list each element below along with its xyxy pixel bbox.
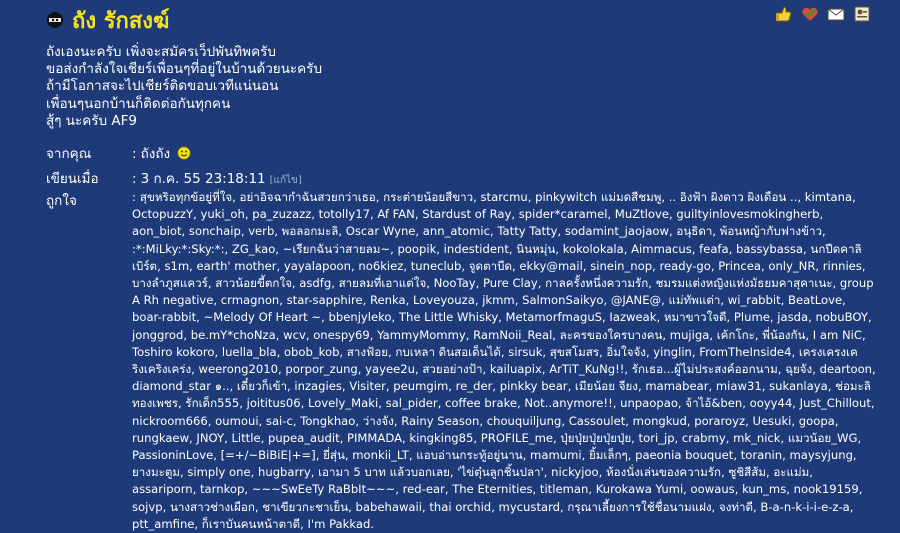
written-row: เขียนเมื่อ : 3 ก.ค. 55 23:18:11 [แก้ไข] (46, 167, 876, 189)
post-timestamp: 3 ก.ค. 55 23:18:11 (140, 171, 266, 187)
heart-check-icon[interactable] (800, 4, 820, 24)
likers-list: สุขหริอทุกข้อยู่ที่ใจ, อย่าอิจฉากำฉันสวยกว่าเธอ, กระต่ายน้อยสีขาว, starcmu, pinkywitch แม่มดสีชมพู, .. อิงฟ้า ผิงดาว ผิงเดือน .., kimtana, OctopuzzY, yuki_oh, pa_zuzazz, totolly17, Af FAN, Stardust of Ray, spider*caramel, MuZtlove, guiltyinlovesmokingherb, aon_biot, sonchaip, verb, พอลอกมะลิ, Oscar Wyne, ann_atomic, Tatty Tatty, sodamint_jaojaow, อนุธิดา, พ้อนหญ้ากับฟางข้าว, :*:MiLky:*:Sky:*:, ZG_kao, ~เรียกฉันว่าสายลม~, poopik, indestident, นินหมุ่น, kokolokala, Aimmacus, feafa, bassybassa, นกปีดคาลิเบิร์ต, s1m, earth' mother, yayalapoon, no6kiez, tuneclub, จูดตาบีด, ekky@mail, sinein_nop, ready-go, Princea, only_NR, rinnies, บางลำภูสแควร์, สาวน้อยขี้ตกใจ, asdfg, สายลมที่เอาแต่ใจ, NooTay, Pure Clay, กาลครั้งหนึ่งความรัก, ชมรมแต่งหญิงแห่งมัธยมคาสุคาเนะ, group A Rh negative, crmagnon, star-sapphire, Renka, Loveyouza, jkmm, SalmonSaikyo, @JANE@, แม่ทัพแต่า, wi_rabbit, BeatLove, boar-rabbit, ~Melody Of Heart ~, bbenjyleko, The Little Whisky, MetamorfmaguS, Iazweak, หมาขาวใจดี, Plume, jasda, nobuBOY, jonggrod, be.mY*choNza, wcv, onespy69, YammyMommy, RamNoii_Real, ละครของใครบางคน, mujiga, เค้กโกะ, พี่น้องกัน, I am NiC, Toshiro kokoro, luella_bla, obob_kob, สางฟ้อย, กบเหลา ดินสอเด็นได้, sirsuk, สุขสโมสร, อิ่มใจจัง, yinglin, FromTheInside4, เครงเครงเคริงเคริงเคร่ง, weerong2010, porpor_zung, yayee2u, สวยอย่างป้า, kailuapix, ArTiT_KuNg!!, รักเธอ...ผู้ไม่ประสงค์ออกนาม, ฉุยจัง, deartoon, diamond_star ๑.., เดี๋ยวก็เข้า, inzagies, Visiter, peumgim, re_der, pinkky bear, เมียน้อย จียง, mamabear, miaw31, sukanlaya, ช่อมะลิทองเพชร, รักเด็ก555, joititus06, Lovely_Maki, sal_pider, coffee brake, Not..anymore!!, unpaopao, จ้าไอ้&ben, ooyy44, Just_Chillout, nickroom666, oumoui, sai-c, Tongkhao, ว่างจัง, Rainy Season, chouquiljung, Cassoulet, mongkud, poraroyz, Uesuki, goopa, rungkaew, JNOY, Little, pupea_audit, PIMMADA, kingking85, PROFILE_me, ปุ่ยปุ่ยปุ่ยปุ่ยปุ่ย, tori_jp, crabmy, mk_nick, แมวน้อย_WG, PassioninLove, [=+/~BiBiE|+=], ยี่สุ่น, monkii_LT, แอบอ่านกระทู้อยู่นาน, mamumi, ยิ้มเล็กๆ, paeonia bouquet, toranin, maysyjung, ยางมะตูม, simply one, hugbarry, เอามา 5 บาท แล้วบอกเลย, 'ไข่ตุ๋นลูกชิ้นปลา', nickyjoo, ห้องนั่งเล่นของความรัก, ซูชิสีส้ม, อะแม่ม, assariporn, tarnkop, ~~~SwEeTy RaBbIt~~~, red-ear, The Eternities, titleman, Kurokawa Yumi, oowaus, kun_ms, nook19159, sojvp, นางสาวช่างเผือก, ชาเขียวกะชาเย็น, babehawaii, thai orchid, mycustard, กรุณาเลี้ยงการใช้ชื่อนามแฝง, จงท่าดี, B-a-n-k-i-i-e-z-a, ptt_amfine, ก็เราบันคนหน้าตาดี, I'm Pakkad. (132, 190, 876, 531)
from-label: จากคุณ (46, 146, 92, 162)
post-title: ถัง รักสงฆ์ (72, 8, 170, 34)
message-line: สู้ๆ นะครับ AF9 (46, 112, 137, 129)
edit-link[interactable]: [แก้ไข] (269, 175, 302, 186)
likes-row: ถูกใจ : สุขหริอทุกข้อยู่ที่ใจ, อย่าอิจฉากำฉันสวยกว่าเธอ, กระต่ายน้อยสีขาว, starcmu, pinkywitch แม่มดสีชมพู, .. อิงฟ้า ผิงดาว ผิงเดือน .., kimtana, OctopuzzY, yuki_oh, pa_zuzazz, totolly17, Af FAN, Stardust of Ray, spider*caramel, MuZtlove, guiltyinlovesmokingherb, aon_biot, sonchaip, verb, พอลอกมะลิ, Oscar Wyne, ann_atomic, Tatty Tatty, sodamint_jaojaow, อนุธิดา, พ้อนหญ้ากับฟางข้าว, :*:MiLky:*:Sky:*:, ZG_kao, ~เรียกฉันว่าสายลม~, poopik, indestident, นินหมุ่น, kokolokala, Aimmacus, feafa, bassybassa, นกปีดคาลิเบิร์ต, s1m, earth' mother, yayalapoon, no6kiez, tuneclub, จูดตาบีด, ekky@mail, sinein_nop, ready-go, Princea, only_NR, rinnies, บางลำภูสแควร์, สาวน้อยขี้ตกใจ, asdfg, สายลมที่เอาแต่ใจ, NooTay, Pure Clay, กาลครั้งหนึ่งความรัก, ชมรมแต่งหญิงแห่งมัธยมคาสุคาเนะ, group A Rh negative, crmagnon, star-sapphire, Renka, Loveyouza, jkmm, SalmonSaikyo, @JANE@, แม่ทัพแต่า, wi_rabbit, BeatLove, boar-rabbit, ~Melody Of Heart ~, bbenjyleko, The Little Whisky, MetamorfmaguS, Iazweak, หมาขาวใจดี, Plume, jasda, nobuBOY, jonggrod, be.mY*choNza, wcv, onespy69, YammyMommy, RamNoii_Real, ละครของใครบางคน, mujiga, เค้กโกะ, พี่น้องกัน, I am NiC, Toshiro kokoro, luella_bla, obob_kob, สางฟ้อย, กบเหลา ดินสอเด็นได้, sirsuk, สุขสโมสร, อิ่มใจจัง, yinglin, FromTheInside4, เครงเครงเคริงเคริงเคร่ง, weerong2010, porpor_zung, yayee2u, สวยอย่างป้า, kailuapix, ArTiT_KuNg!!, รักเธอ...ผู้ไม่ประสงค์ออกนาม, ฉุยจัง, deartoon, diamond_star ๑.., เดี๋ยวก็เข้า, inzagies, Visiter, peumgim, re_der, pinkky bear, เมียน้อย จียง, mamabear, miaw31, sukanlaya, ช่อมะลิทองเพชร, รักเด็ก555, joititus06, Lovely_Maki, sal_pider, coffee brake, Not..anymore!!, unpaopao, จ้าไอ้&ben, ooyy44, Just_Chillout, nickroom666, oumoui, sai-c, Tongkhao, ว่างจัง, Rainy Season, chouquiljung, Cassoulet, mongkud, poraroyz, Uesuki, goopa, rungkaew, JNOY, Little, pupea_audit, PIMMADA, kingking85, PROFILE_me, ปุ่ยปุ่ยปุ่ยปุ่ยปุ่ย, tori_jp, crabmy, mk_nick, แมวน้อย_WG, PassioninLove, [=+/~BiBiE|+=], ยี่สุ่น, monkii_LT, แอบอ่านกระทู้อยู่นาน, mamumi, ยิ้มเล็กๆ, paeonia bouquet, toranin, maysyjung, ยางมะตูม, simply one, hugbarry, เอามา 5 บาท แล้วบอกเลย, 'ไข่ตุ๋นลูกชิ้นปลา', nickyjoo, ห้องนั่งเล่นของความรัก, ซูชิสีส้ม, อะแม่ม, assariporn, tarnkop, ~~~SwEeTy RaBbIt~~~, red-ear, The Eternities, titleman, Kurokawa Yumi, oowaus, kun_ms, nook19159, sojvp, นางสาวช่างเผือก, ชาเขียวกะชาเย็น, babehawaii, thai orchid, mycustard, กรุณาเลี้ยงการใช้ชื่อนามแฝง, จงท่าดี, B-a-n-k-i-i-e-z-a, ptt_amfine, ก็เราบันคนหน้าตาดี, I'm Pakkad. (46, 189, 876, 533)
likes-label: ถูกใจ (46, 193, 77, 209)
profile-card-icon[interactable] (852, 4, 872, 24)
post-message (46, 44, 322, 130)
post-action-icons (774, 4, 872, 24)
post-header (46, 6, 169, 34)
message-line: ถ้ามีโอกาสจะไปเชียร์ติดขอบเวทีแน่นอน (46, 78, 279, 95)
email-icon[interactable] (826, 4, 846, 24)
message-line: ถังเองนะครับ เพิ่งจะสมัครเว็ปพันทิพครับ (46, 44, 276, 60)
message-line: ขอส่งกำลังใจเชียร์เพื่อนๆที่อยู่ในบ้านด้วยนะครับ (46, 61, 323, 78)
message-line: เพื่อนๆนอกบ้านก็ติดต่อกันทุกคน (46, 95, 231, 112)
ninja-avatar-icon (46, 11, 64, 29)
smiley-icon (177, 146, 191, 164)
from-row: จากคุณ : ถังถัง (46, 142, 876, 167)
post-meta (46, 142, 876, 533)
written-label: เขียนเมื่อ (46, 171, 99, 187)
thumbs-up-icon[interactable] (774, 4, 794, 24)
author-name[interactable]: ถังถัง (140, 146, 171, 162)
